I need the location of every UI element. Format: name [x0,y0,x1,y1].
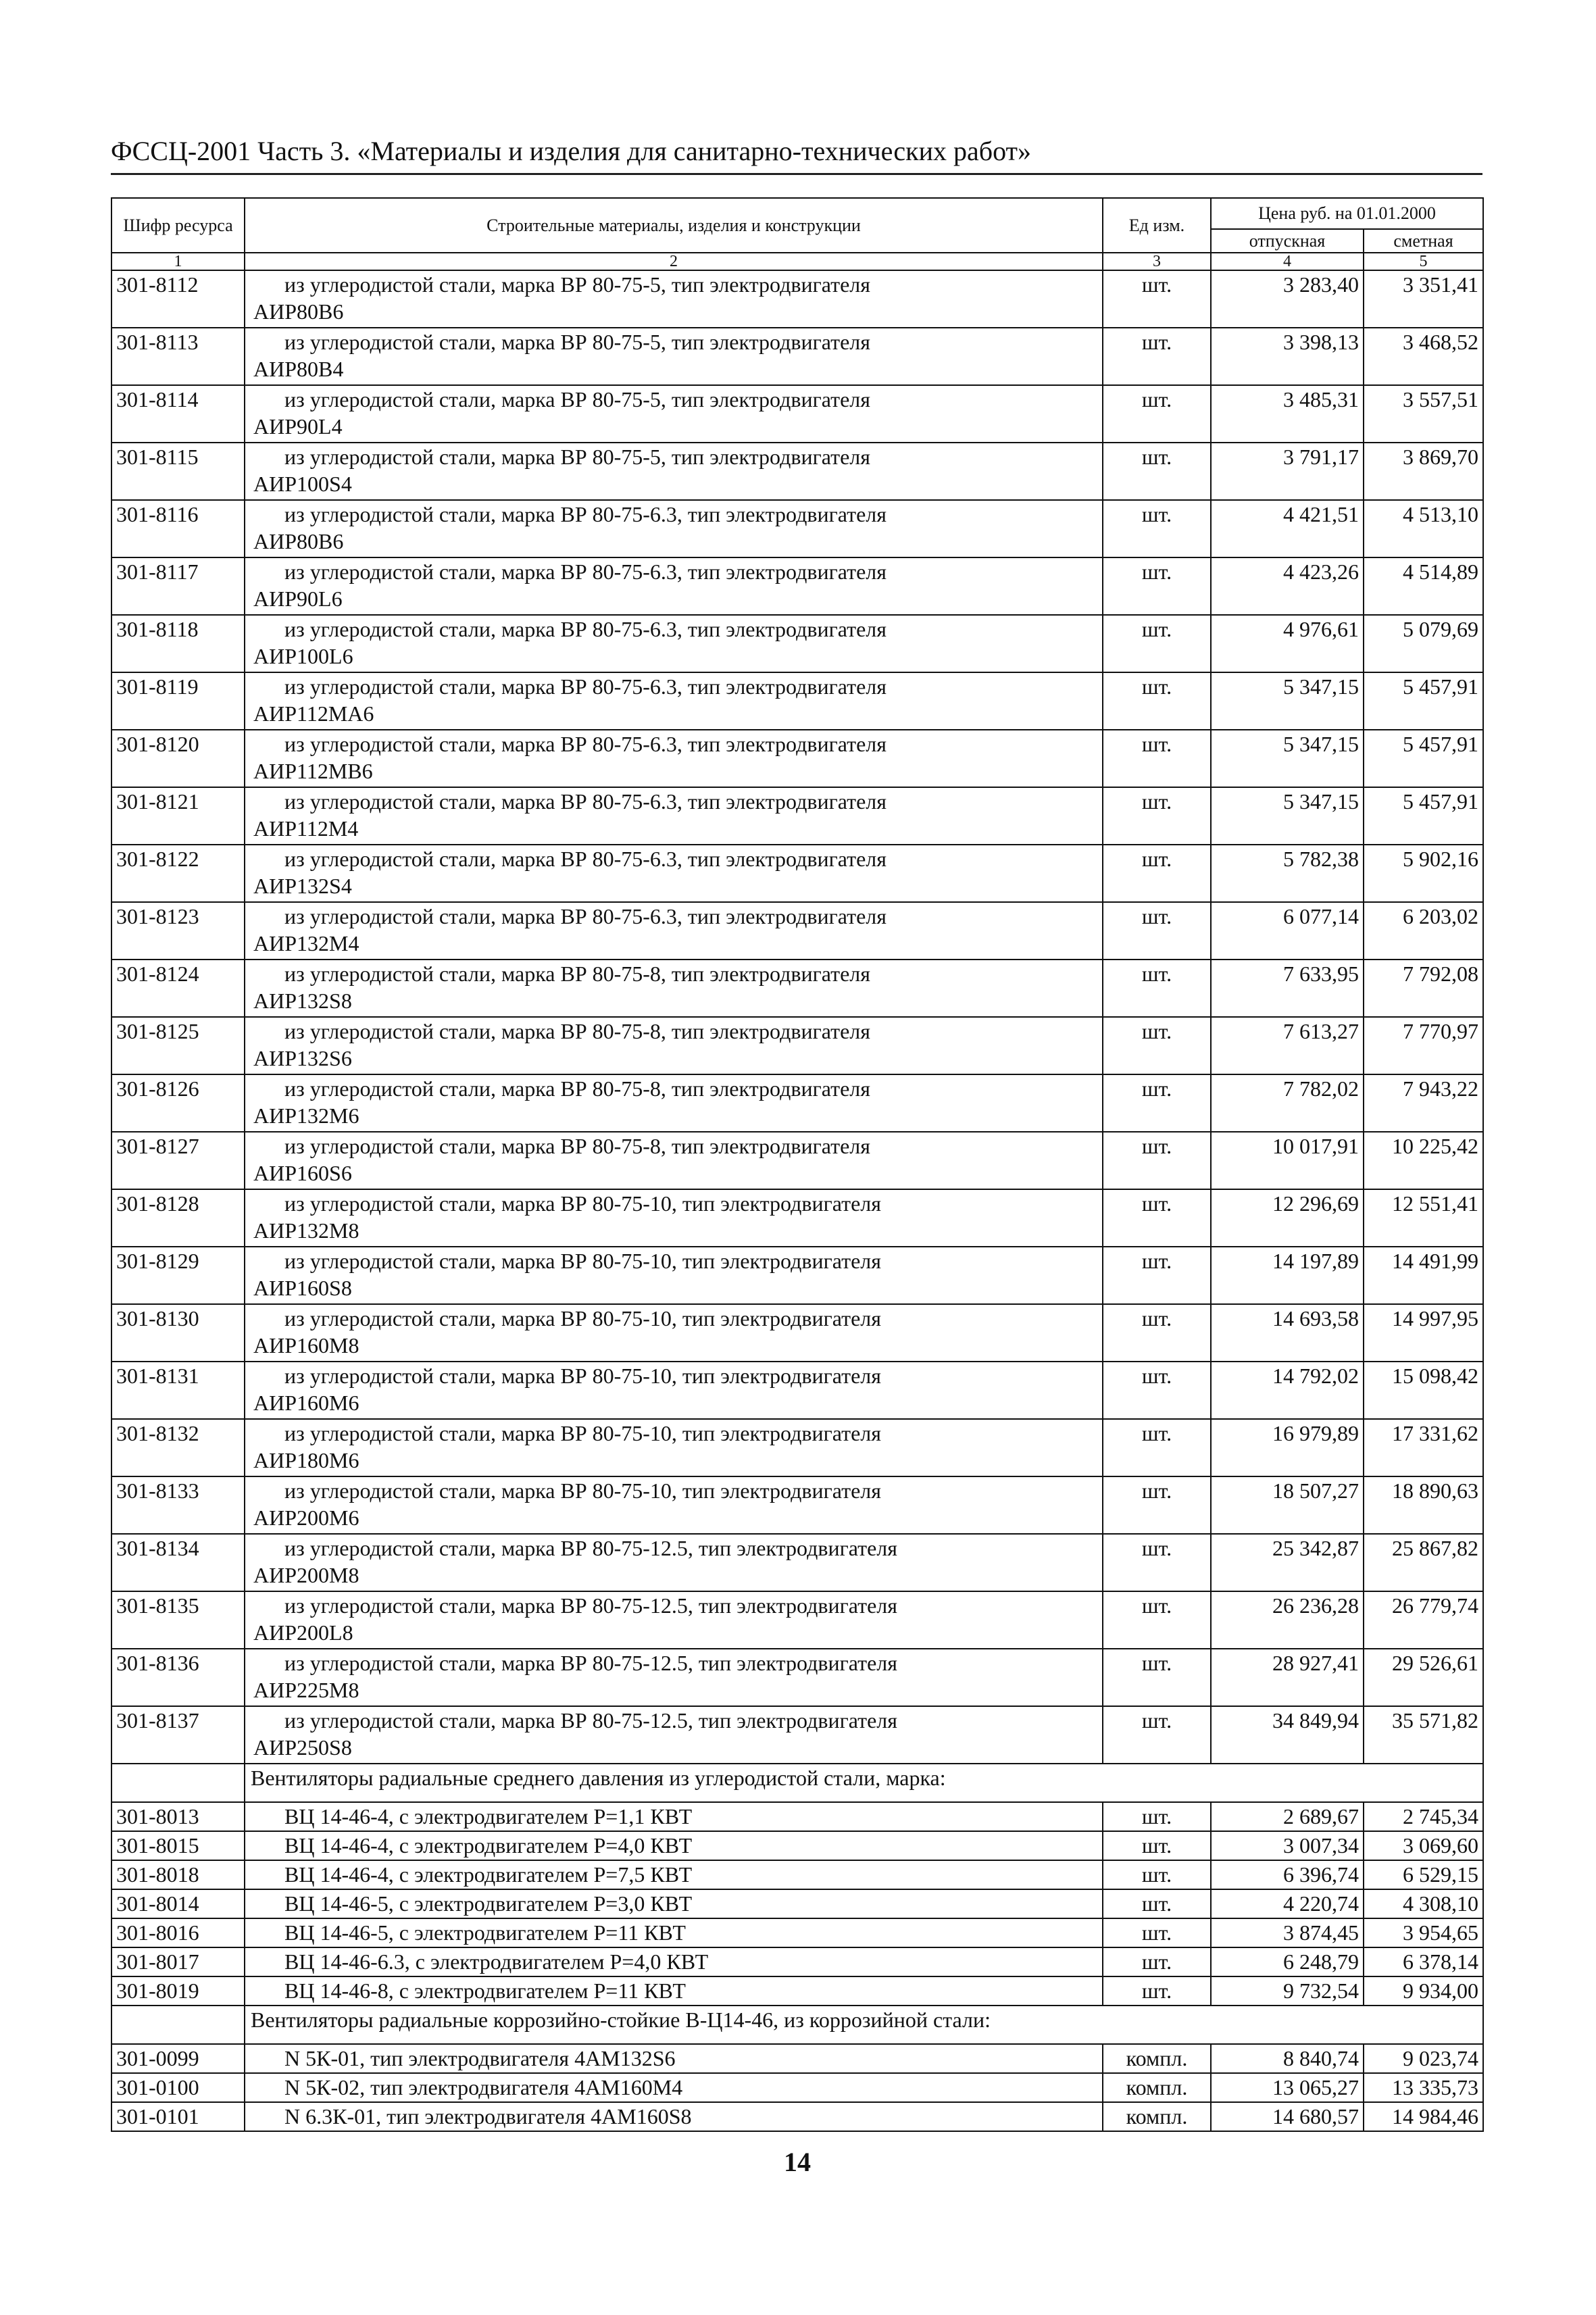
resource-code: 301-8016 [111,1918,245,1947]
estimate-price: 3 069,60 [1364,1831,1483,1860]
release-price: 14 693,58 [1211,1304,1364,1362]
col-header-description: Строительные материалы, изделия и конструкции [245,198,1103,253]
release-price: 18 507,27 [1211,1476,1364,1534]
description-line: из углеродистой стали, марка ВР 80-75-12.5, тип электродвигателя [284,1708,897,1733]
unit: шт. [1103,845,1211,902]
col-number: 2 [245,253,1103,270]
unit: шт. [1103,1017,1211,1074]
col-header-unit: Ед изм. [1103,198,1211,253]
release-price: 7 613,27 [1211,1017,1364,1074]
estimate-price: 26 779,74 [1364,1591,1483,1649]
estimate-price: 35 571,82 [1364,1706,1483,1764]
unit: компл. [1103,2102,1211,2131]
description-line: из углеродистой стали, марка ВР 80-75-10, тип электродвигателя [284,1421,881,1445]
motor-type: АИР112МА6 [253,701,374,726]
unit: шт. [1103,1189,1211,1247]
release-price: 4 220,74 [1211,1889,1364,1918]
price-table [111,197,1484,2132]
estimate-price: 12 551,41 [1364,1189,1483,1247]
release-price: 14 680,57 [1211,2102,1364,2131]
unit: шт. [1103,385,1211,443]
table-row [111,328,1483,385]
table-row [111,443,1483,500]
resource-code: 301-8123 [111,902,245,960]
release-price: 28 927,41 [1211,1649,1364,1706]
release-price: 5 347,15 [1211,730,1364,787]
motor-type: АИР90L4 [253,414,343,439]
item-description [245,557,1103,615]
motor-type: АИР200М6 [253,1505,359,1530]
release-price: 13 065,27 [1211,2073,1364,2102]
description-line: из углеродистой стали, марка ВР 80-75-12.5, тип электродвигателя [284,1536,897,1560]
description-line: из углеродистой стали, марка ВР 80-75-10, тип электродвигателя [284,1306,881,1330]
unit: шт. [1103,1534,1211,1591]
table-row [111,1304,1483,1362]
unit: шт. [1103,1132,1211,1189]
table-row [111,672,1483,730]
unit: шт. [1103,615,1211,672]
unit: шт. [1103,902,1211,960]
unit: шт. [1103,1889,1211,1918]
estimate-price: 5 457,91 [1364,672,1483,730]
item-description: N 5К-01, тип электродвигателя 4АМ132S6 [245,2044,1103,2073]
estimate-price: 14 491,99 [1364,1247,1483,1304]
estimate-price: 18 890,63 [1364,1476,1483,1534]
item-description [245,1304,1103,1362]
release-price: 9 732,54 [1211,1976,1364,2006]
description-line: из углеродистой стали, марка ВР 80-75-8, тип электродвигателя [284,962,870,986]
page-number: 14 [784,2147,811,2177]
motor-type: АИР112М4 [253,816,359,841]
unit: шт. [1103,1304,1211,1362]
motor-type: АИР132М6 [253,1103,359,1128]
description-line: из углеродистой стали, марка ВР 80-75-6.3, тип электродвигателя [284,789,887,814]
item-description: ВЦ 14-46-5, с электродвигателем Р=3,0 КВТ [245,1889,1103,1918]
release-price: 4 976,61 [1211,615,1364,672]
table-row [111,385,1483,443]
table-row [111,845,1483,902]
estimate-price: 6 378,14 [1364,1947,1483,1976]
item-description [245,270,1103,328]
description-line: из углеродистой стали, марка ВР 80-75-10, тип электродвигателя [284,1478,881,1503]
release-price: 7 782,02 [1211,1074,1364,1132]
table-row [111,557,1483,615]
resource-code: 301-8118 [111,615,245,672]
release-price: 6 396,74 [1211,1860,1364,1889]
estimate-price: 4 514,89 [1364,557,1483,615]
estimate-price: 7 943,22 [1364,1074,1483,1132]
col-number: 5 [1364,253,1483,270]
item-description [245,1706,1103,1764]
motor-type: АИР160М6 [253,1391,359,1415]
estimate-price: 6 529,15 [1364,1860,1483,1889]
estimate-price: 4 513,10 [1364,500,1483,557]
unit: шт. [1103,1419,1211,1476]
unit: шт. [1103,1362,1211,1419]
table-row [111,1132,1483,1189]
estimate-price: 7 792,08 [1364,960,1483,1017]
description-line: из углеродистой стали, марка ВР 80-75-8, тип электродвигателя [284,1076,870,1101]
table-row [111,1189,1483,1247]
estimate-price: 14 997,95 [1364,1304,1483,1362]
description-line: из углеродистой стали, марка ВР 80-75-6.3, тип электродвигателя [284,559,887,584]
description-line: из углеродистой стали, марка ВР 80-75-10, тип электродвигателя [284,1364,881,1388]
col-header-estimate-price: сметная [1364,229,1483,253]
unit: шт. [1103,1976,1211,2006]
item-description [245,1247,1103,1304]
motor-type: АИР132М4 [253,931,359,955]
table-row [111,1706,1483,1764]
estimate-price: 3 954,65 [1364,1918,1483,1947]
resource-code: 301-8137 [111,1706,245,1764]
description-line: из углеродистой стали, марка ВР 80-75-5, тип электродвигателя [284,272,870,297]
table-row [111,902,1483,960]
resource-code: 301-8018 [111,1860,245,1889]
motor-type: АИР90L6 [253,587,343,611]
resource-code: 301-8128 [111,1189,245,1247]
item-description: ВЦ 14-46-5, с электродвигателем Р=11 КВТ [245,1918,1103,1947]
item-description [245,960,1103,1017]
resource-code: 301-8121 [111,787,245,845]
item-description [245,1017,1103,1074]
estimate-price: 5 079,69 [1364,615,1483,672]
resource-code: 301-8116 [111,500,245,557]
motor-type: АИР80В4 [253,357,344,381]
estimate-price: 3 468,52 [1364,328,1483,385]
estimate-price: 7 770,97 [1364,1017,1483,1074]
unit: шт. [1103,960,1211,1017]
resource-code: 301-8127 [111,1132,245,1189]
estimate-price: 2 745,34 [1364,1802,1483,1831]
unit: шт. [1103,1831,1211,1860]
item-description: N 5К-02, тип электродвигателя 4АМ160М4 [245,2073,1103,2102]
item-description [245,1476,1103,1534]
col-header-price: Цена руб. на 01.01.2000 [1211,198,1483,229]
estimate-price: 29 526,61 [1364,1649,1483,1706]
release-price: 4 423,26 [1211,557,1364,615]
section-heading-row [111,1764,1483,1802]
resource-code: 301-8015 [111,1831,245,1860]
motor-type: АИР80В6 [253,529,344,553]
resource-code: 301-8114 [111,385,245,443]
resource-code: 301-8132 [111,1419,245,1476]
item-description: ВЦ 14-46-4, с электродвигателем Р=4,0 КВТ [245,1831,1103,1860]
description-line: из углеродистой стали, марка ВР 80-75-6.3, тип электродвигателя [284,847,887,871]
section-title: Вентиляторы радиальные коррозийно-стойкие В-Ц14-46, из коррозийной стали: [245,2006,1483,2044]
unit: компл. [1103,2044,1211,2073]
resource-code: 301-8125 [111,1017,245,1074]
table-row [111,2073,1483,2102]
release-price: 6 248,79 [1211,1947,1364,1976]
item-description [245,730,1103,787]
item-description [245,615,1103,672]
table-row [111,1947,1483,1976]
table-row [111,2044,1483,2073]
estimate-price: 3 557,51 [1364,385,1483,443]
item-description [245,1591,1103,1649]
motor-type: АИР200L8 [253,1620,353,1645]
unit: шт. [1103,1649,1211,1706]
estimate-price: 9 934,00 [1364,1976,1483,2006]
release-price: 3 398,13 [1211,328,1364,385]
estimate-price: 5 457,91 [1364,787,1483,845]
resource-code: 301-8124 [111,960,245,1017]
col-header-code: Шифр ресурса [111,198,245,253]
item-description [245,902,1103,960]
resource-code: 301-8113 [111,328,245,385]
release-price: 10 017,91 [1211,1132,1364,1189]
table-row [111,1419,1483,1476]
resource-code: 301-8119 [111,672,245,730]
table-row [111,1889,1483,1918]
release-price: 7 633,95 [1211,960,1364,1017]
estimate-price: 3 869,70 [1364,443,1483,500]
motor-type: АИР100L6 [253,644,353,668]
unit: шт. [1103,1918,1211,1947]
description-line: из углеродистой стали, марка ВР 80-75-5, тип электродвигателя [284,445,870,469]
resource-code: 301-8019 [111,1976,245,2006]
resource-code: 301-8115 [111,443,245,500]
motor-type: АИР180М6 [253,1448,359,1472]
table-row [111,500,1483,557]
item-description [245,1362,1103,1419]
motor-type: АИР160М8 [253,1333,359,1358]
release-price: 3 283,40 [1211,270,1364,328]
resource-code: 301-8129 [111,1247,245,1304]
table-row [111,1802,1483,1831]
resource-code: 301-8136 [111,1649,245,1706]
table-row [111,960,1483,1017]
motor-type: АИР100S4 [253,472,352,496]
table-row [111,1476,1483,1534]
unit: шт. [1103,1947,1211,1976]
item-description [245,1534,1103,1591]
estimate-price: 6 203,02 [1364,902,1483,960]
release-price: 3 791,17 [1211,443,1364,500]
item-description [245,443,1103,500]
release-price: 2 689,67 [1211,1802,1364,1831]
resource-code: 301-0100 [111,2073,245,2102]
motor-type: АИР80В6 [253,299,344,324]
item-description [245,385,1103,443]
resource-code: 301-8134 [111,1534,245,1591]
release-price: 8 840,74 [1211,2044,1364,2073]
release-price: 5 347,15 [1211,672,1364,730]
item-description [245,1132,1103,1189]
section-title: Вентиляторы радиальные среднего давления из углеродистой стали, марка: [245,1764,1483,1802]
table-row [111,1649,1483,1706]
item-description [245,1074,1103,1132]
unit: шт. [1103,1706,1211,1764]
description-line: из углеродистой стали, марка ВР 80-75-6.3, тип электродвигателя [284,674,887,699]
description-line: из углеродистой стали, марка ВР 80-75-12.5, тип электродвигателя [284,1593,897,1618]
col-number: 1 [111,253,245,270]
item-description: ВЦ 14-46-4, с электродвигателем Р=7,5 КВТ [245,1860,1103,1889]
resource-code: 301-8122 [111,845,245,902]
release-price: 26 236,28 [1211,1591,1364,1649]
unit: шт. [1103,1860,1211,1889]
table-row [111,1362,1483,1419]
description-line: из углеродистой стали, марка ВР 80-75-5, тип электродвигателя [284,330,870,354]
estimate-price: 25 867,82 [1364,1534,1483,1591]
unit: шт. [1103,1591,1211,1649]
col-number: 3 [1103,253,1211,270]
release-price: 14 197,89 [1211,1247,1364,1304]
item-description [245,1189,1103,1247]
table-row [111,270,1483,328]
table-row [111,2102,1483,2131]
estimate-price: 14 984,46 [1364,2102,1483,2131]
resource-code: 301-8014 [111,1889,245,1918]
resource-code: 301-8135 [111,1591,245,1649]
estimate-price: 3 351,41 [1364,270,1483,328]
release-price: 5 347,15 [1211,787,1364,845]
item-description [245,672,1103,730]
item-description [245,1649,1103,1706]
motor-type: АИР200М8 [253,1563,359,1587]
estimate-price: 10 225,42 [1364,1132,1483,1189]
release-price: 5 782,38 [1211,845,1364,902]
unit: шт. [1103,557,1211,615]
estimate-price: 9 023,74 [1364,2044,1483,2073]
table-row [111,615,1483,672]
motor-type: АИР160S6 [253,1161,352,1185]
description-line: из углеродистой стали, марка ВР 80-75-6.3, тип электродвигателя [284,904,887,928]
description-line: из углеродистой стали, марка ВР 80-75-12.5, тип электродвигателя [284,1651,897,1675]
unit: шт. [1103,328,1211,385]
unit: шт. [1103,1476,1211,1534]
unit: шт. [1103,1802,1211,1831]
release-price: 12 296,69 [1211,1189,1364,1247]
section-heading-row [111,2006,1483,2044]
unit: шт. [1103,1247,1211,1304]
item-description [245,787,1103,845]
table-row [111,1860,1483,1889]
table-row [111,1831,1483,1860]
description-line: из углеродистой стали, марка ВР 80-75-6.3, тип электродвигателя [284,617,887,641]
resource-code: 301-8117 [111,557,245,615]
description-line: из углеродистой стали, марка ВР 80-75-10, тип электродвигателя [284,1191,881,1216]
motor-type: АИР225М8 [253,1678,359,1702]
item-description: ВЦ 14-46-8, с электродвигателем Р=11 КВТ [245,1976,1103,2006]
table-row [111,1918,1483,1947]
unit: компл. [1103,2073,1211,2102]
estimate-price: 5 457,91 [1364,730,1483,787]
motor-type: АИР250S8 [253,1735,352,1760]
estimate-price: 13 335,73 [1364,2073,1483,2102]
resource-code: 301-0101 [111,2102,245,2131]
resource-code: 301-8112 [111,270,245,328]
motor-type: АИР160S8 [253,1276,352,1300]
table-row [111,1976,1483,2006]
release-price: 3 007,34 [1211,1831,1364,1860]
resource-code: 301-8120 [111,730,245,787]
estimate-price: 5 902,16 [1364,845,1483,902]
motor-type: АИР112МВ6 [253,759,373,783]
motor-type: АИР132S6 [253,1046,352,1070]
unit: шт. [1103,1074,1211,1132]
item-description: N 6.3К-01, тип электродвигателя 4АМ160S8 [245,2102,1103,2131]
item-description [245,500,1103,557]
table-row [111,1534,1483,1591]
table-row [111,1017,1483,1074]
release-price: 16 979,89 [1211,1419,1364,1476]
estimate-price: 15 098,42 [1364,1362,1483,1419]
item-description [245,845,1103,902]
col-header-release-price: отпускная [1211,229,1364,253]
page-header-title: ФССЦ-2001 Часть 3. «Материалы и изделия для санитарно-технических работ» [111,136,1032,166]
resource-code: 301-8131 [111,1362,245,1419]
section-code-blank [111,1764,245,1802]
unit: шт. [1103,730,1211,787]
item-description [245,1419,1103,1476]
release-price: 25 342,87 [1211,1534,1364,1591]
item-description: ВЦ 14-46-4, с электродвигателем Р=1,1 КВТ [245,1802,1103,1831]
description-line: из углеродистой стали, марка ВР 80-75-6.3, тип электродвигателя [284,502,887,526]
resource-code: 301-8133 [111,1476,245,1534]
motor-type: АИР132S8 [253,989,352,1013]
estimate-price: 4 308,10 [1364,1889,1483,1918]
release-price: 6 077,14 [1211,902,1364,960]
resource-code: 301-8017 [111,1947,245,1976]
col-number: 4 [1211,253,1364,270]
estimate-price: 17 331,62 [1364,1419,1483,1476]
description-line: из углеродистой стали, марка ВР 80-75-8, тип электродвигателя [284,1134,870,1158]
resource-code: 301-8013 [111,1802,245,1831]
description-line: из углеродистой стали, марка ВР 80-75-10, тип электродвигателя [284,1249,881,1273]
header-rule [111,173,1482,175]
table-row [111,1591,1483,1649]
release-price: 4 421,51 [1211,500,1364,557]
unit: шт. [1103,270,1211,328]
unit: шт. [1103,787,1211,845]
item-description [245,328,1103,385]
description-line: из углеродистой стали, марка ВР 80-75-8, тип электродвигателя [284,1019,870,1043]
resource-code: 301-8130 [111,1304,245,1362]
unit: шт. [1103,672,1211,730]
motor-type: АИР132S4 [253,874,352,898]
table-row [111,730,1483,787]
motor-type: АИР132М8 [253,1218,359,1243]
unit: шт. [1103,443,1211,500]
description-line: из углеродистой стали, марка ВР 80-75-5, тип электродвигателя [284,387,870,412]
item-description: ВЦ 14-46-6.3, с электродвигателем Р=4,0 КВТ [245,1947,1103,1976]
resource-code: 301-8126 [111,1074,245,1132]
release-price: 3 485,31 [1211,385,1364,443]
description-line: из углеродистой стали, марка ВР 80-75-6.3, тип электродвигателя [284,732,887,756]
table-row [111,787,1483,845]
release-price: 34 849,94 [1211,1706,1364,1764]
release-price: 3 874,45 [1211,1918,1364,1947]
section-code-blank [111,2006,245,2044]
unit: шт. [1103,500,1211,557]
table-row [111,1074,1483,1132]
resource-code: 301-0099 [111,2044,245,2073]
table-row [111,1247,1483,1304]
release-price: 14 792,02 [1211,1362,1364,1419]
